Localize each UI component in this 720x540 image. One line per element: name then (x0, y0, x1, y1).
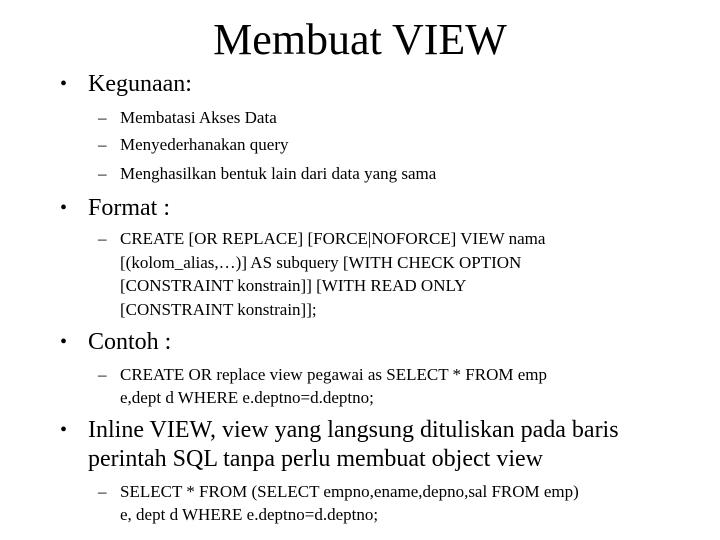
sub-marker: – (98, 229, 107, 248)
sub-text-line: CREATE [OR REPLACE] [FORCE|NOFORCE] VIEW nama (120, 229, 546, 248)
sub-text: Membatasi Akses Data (120, 108, 277, 127)
bullet-marker: • (60, 331, 68, 353)
sub-text-line: [CONSTRAINT konstrain]] [WITH READ ONLY (120, 276, 467, 295)
sub-text-line: [CONSTRAINT konstrain]]; (120, 300, 317, 319)
sub-marker: – (98, 164, 107, 183)
sub-text-line: SELECT * FROM (SELECT empno,ename,depno,sal FROM emp) (120, 482, 579, 501)
sub-text-line: CREATE OR replace view pegawai as SELECT * FROM emp (120, 365, 547, 384)
sub-text-line: [(kolom_alias,…)] AS subquery [WITH CHECK OPTION (120, 253, 522, 272)
bullet-text: Format : (88, 195, 170, 221)
sub-text: Menyederhanakan query (120, 135, 289, 154)
bullet-text: Contoh : (88, 329, 172, 355)
bullet-text-line: perintah SQL tanpa perlu membuat object view (88, 446, 543, 472)
sub-marker: – (98, 482, 107, 501)
sub-text-line: e, dept d WHERE e.deptno=d.deptno; (120, 505, 379, 524)
bullet-text-line: Inline VIEW, view yang langsung dituliskan pada baris (88, 417, 619, 443)
sub-marker: – (98, 365, 107, 384)
bullet-marker: • (60, 197, 68, 219)
bullet-marker: • (60, 73, 68, 95)
sub-text-line: e,dept d WHERE e.deptno=d.deptno; (120, 388, 374, 407)
sub-marker: – (98, 135, 107, 154)
sub-text: Menghasilkan bentuk lain dari data yang sama (120, 164, 437, 183)
bullet-text: Kegunaan: (88, 71, 192, 97)
bullet-marker: • (60, 419, 68, 441)
sub-marker: – (98, 108, 107, 127)
slide-title: Membuat VIEW (213, 15, 507, 64)
